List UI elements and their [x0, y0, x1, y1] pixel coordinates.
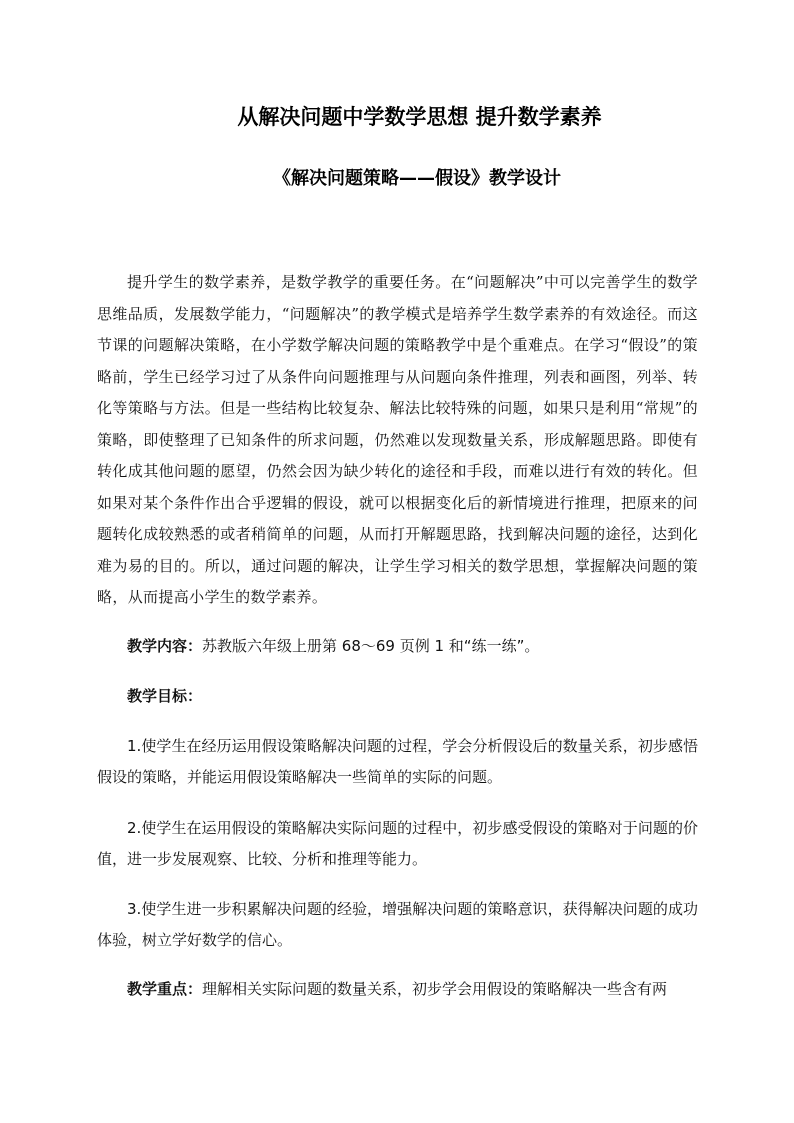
intro-paragraph: 提升学生的数学素养，是数学教学的重要任务。在“问题解决”中可以完善学生的数学思维品质，发展数学能力，“问题解决”的教学模式是培养学生数学素养的有效途径。而这节课的问题解决策略，在小学数学解决问题的策略教学中是个重难点。在学习“假设”的策略前，学生已经学习过了从条件向问题推理与从问题向条件推理，列表和画图，列举、转化等策略与方法。但是一些结构比较复杂、解法比较特殊的问题，如果只是利用“常规”的策略，即使整理了已知条件的所求问题，仍然难以发现数量关系，形成解题思路。即使有转化成其他问题的愿望，仍然会因为缺少转化的途径和手段，而难以进行有效的转化。但如果对某个条件作出合乎逻辑的假设，就可以根据变化后的新情境进行推理，把原来的问题转化成较熟悉的或者稍简单的问题，从而打开解题思路，找到解决问题的途径，达到化难为易的目的。所以，通过问题的解决，让学生学习相关的数学思想，掌握解决问题的策略，从而提高小学生的数学素养。	[97, 273, 698, 606]
teaching-content-label: 教学内容：	[127, 637, 203, 655]
document-title: 从解决问题中学数学思想 提升数学素养	[237, 105, 602, 129]
teaching-goals-heading	[97, 681, 698, 712]
key-points-text: 理解相关实际问题的数量关系，初步学会用假设的策略解决一些含有两	[202, 980, 668, 998]
goal-item-1: 1.使学生在经历运用假设策略解决问题的过程，学会分析假设后的数量关系，初步感悟假设的策略，并能运用假设策略解决一些简单的实际的问题。	[97, 737, 698, 786]
goal-item-2: 2.使学生在运用假设的策略解决实际问题的过程中，初步感受假设的策略对于问题的价值，进一步发展观察、比较、分析和推理等能力。	[97, 819, 698, 868]
teaching-content-paragraph	[97, 631, 698, 662]
document-subtitle: 《解决问题策略——假设》教学设计	[273, 168, 561, 189]
key-points-paragraph	[97, 974, 698, 1005]
teaching-goals-label: 教学目标：	[127, 687, 203, 705]
key-points-label: 教学重点：	[127, 980, 203, 998]
teaching-content-text: 苏教版六年级上册第 68～69 页例 1 和“练一练”。	[202, 637, 540, 655]
goal-item-3: 3.使学生进一步积累解决问题的经验，增强解决问题的策略意识，获得解决问题的成功体验，树立学好数学的信心。	[97, 900, 698, 949]
